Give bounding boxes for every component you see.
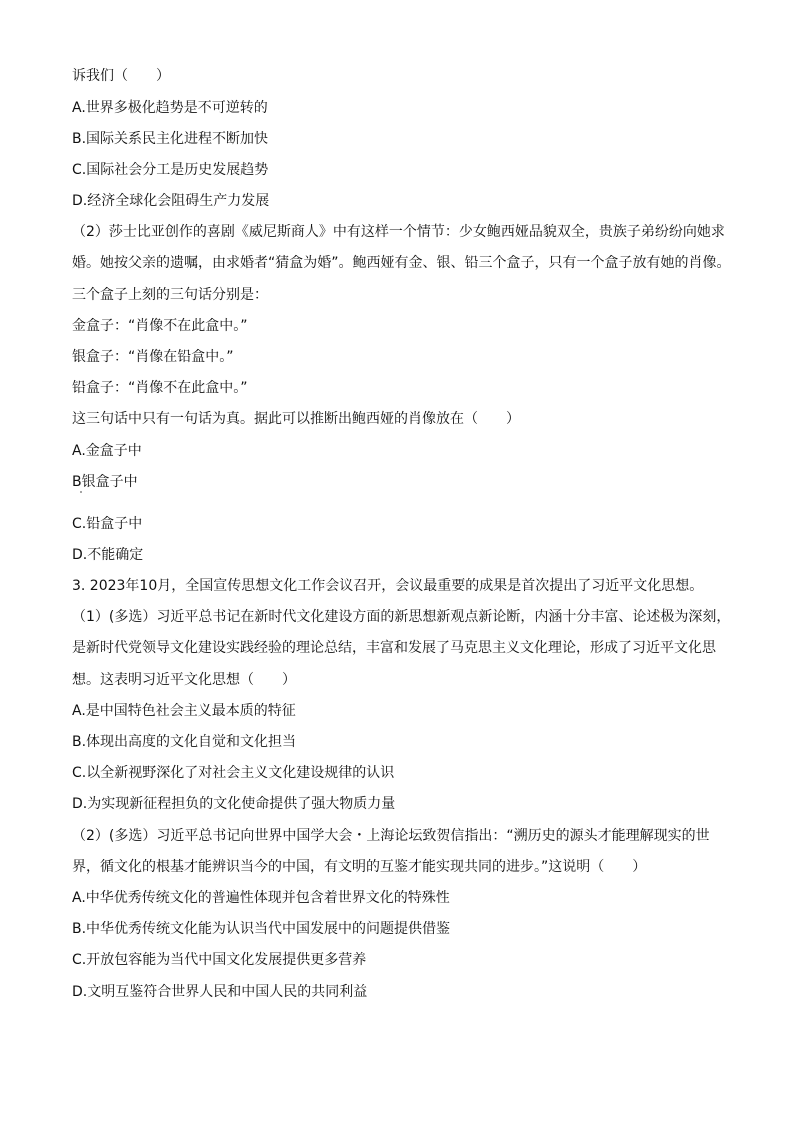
- statement-line: 铅盒子：“肖像不在此盒中。”: [72, 380, 248, 396]
- statement-line: 银盒子：“肖像在铅盒中。”: [72, 349, 234, 365]
- option-line: B.国际关系民主化进程不断加快: [72, 131, 269, 147]
- question-text: （2）莎士比亚创作的喜剧《威尼斯商人》中有这样一个情节：少女鲍西娅品貌双全，贵族子弟纷纷向她求: [72, 224, 725, 240]
- option-line: B银盒子中: [72, 474, 138, 490]
- option-line: A.是中国特色社会主义最本质的特征: [72, 703, 296, 719]
- option-line: B.体现出高度的文化自觉和文化担当: [72, 734, 297, 750]
- question-text: （2）(多选）习近平总书记向世界中国学大会・上海论坛致贺信指出：“溯历史的源头才能理解现实的世: [72, 828, 710, 844]
- text-line: 诉我们（ ）: [72, 68, 170, 84]
- option-line: D.经济全球化会阻碍生产力发展: [72, 193, 270, 209]
- question-text: 三个盒子上刻的三句话分别是：: [72, 287, 268, 303]
- option-line: D.不能确定: [72, 547, 144, 563]
- stray-mark: [80, 491, 82, 493]
- question-heading: 3. 2023年10月，全国宣传思想文化工作会议召开，会议最重要的成果是首次提出了习近平文化思想。: [72, 578, 704, 594]
- option-line: C.铅盒子中: [72, 516, 143, 532]
- question-text: 想。这表明习近平文化思想（ ）: [72, 672, 296, 688]
- option-line: A.世界多极化趋势是不可逆转的: [72, 100, 268, 116]
- question-text: （1）(多选）习近平总书记在新时代文化建设方面的新思想新观点新论断，内涵十分丰富、论述极为深刻，: [72, 609, 731, 625]
- question-text: 婚。她按父亲的遗嘱，由求婚者“猜盒为婚”。鲍西娅有金、银、铅三个盒子，只有一个盒子放有她的肖像。: [72, 255, 731, 271]
- question-text: 是新时代党领导文化建设实践经验的理论总结，丰富和发展了马克思主义文化理论，形成了习近平文化思: [72, 640, 716, 656]
- option-line: C.国际社会分工是历史发展趋势: [72, 162, 269, 178]
- option-line: C.开放包容能为当代中国文化发展提供更多营养: [72, 952, 367, 968]
- option-line: A.金盒子中: [72, 443, 142, 459]
- statement-line: 金盒子：“肖像不在此盒中。”: [72, 318, 248, 334]
- option-line: D.文明互鉴符合世界人民和中国人民的共同利益: [72, 984, 368, 1000]
- option-line: B.中华优秀传统文化能为认识当代中国发展中的问题提供借鉴: [72, 921, 451, 937]
- option-line: A.中华优秀传统文化的普遍性体现并包含着世界文化的特殊性: [72, 890, 450, 906]
- question-text: 这三句话中只有一句话为真。据此可以推断出鲍西娅的肖像放在（ ）: [72, 411, 520, 427]
- option-line: C.以全新视野深化了对社会主义文化建设规律的认识: [72, 765, 395, 781]
- option-line: D.为实现新征程担负的文化使命提供了强大物质力量: [72, 796, 396, 812]
- question-text: 界，循文化的根基才能辨识当今的中国，有文明的互鉴才能实现共同的进步。”这说明（ ）: [72, 859, 647, 875]
